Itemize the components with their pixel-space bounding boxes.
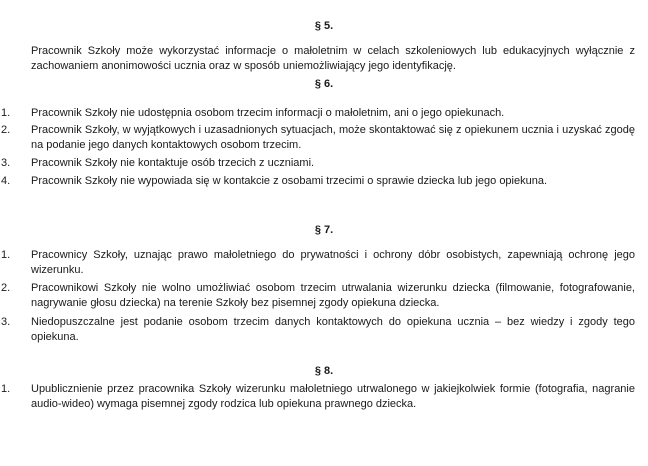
item-text: Pracownicy Szkoły, uznając prawo małoletniego do prywatności i ochrony dóbr osobistych, zapewniają ochronę jego wizerunku. <box>31 249 635 276</box>
item-text: Pracownik Szkoły, w wyjątkowych i uzasadnionych sytuacjach, może skontaktować się z opiekunem ucznia i uzyskać zgodę na podanie jego danych kontaktowych osobom trzecim. <box>31 124 635 151</box>
item-number: 2. <box>1 124 11 136</box>
item-number: 2. <box>1 282 11 294</box>
section-7-heading: § 7. <box>314 224 334 236</box>
item-text: Pracownik Szkoły nie wypowiada się w kontakcie z osobami trzecimi o sprawie dziecka lub jego opiekuna. <box>31 175 548 187</box>
section-8-heading: § 8. <box>314 365 334 377</box>
item-number: 1. <box>1 383 11 395</box>
item-text: Pracownik Szkoły nie udostępnia osobom trzecim informacji o małoletnim, ani o jego opiekunach. <box>31 107 505 119</box>
item-number: 4. <box>1 175 11 187</box>
item-text: Niedopuszczalne jest podanie osobom trzecim danych kontaktowych do opiekuna ucznia – bez wiedzy i zgody tego opiekuna. <box>31 316 635 343</box>
section-6-heading: § 6. <box>314 78 334 90</box>
item-text: Upublicznienie przez pracownika Szkoły wizerunku małoletniego utrwalonego w jakiejkolwiek formie (fotografia, nagranie audio-wideo) wymaga pisemnej zgody rodzica lub opiekuna prawnego dziecka. <box>31 383 635 410</box>
item-number: 3. <box>1 157 11 169</box>
item-text: Pracownik Szkoły nie kontaktuje osób trzecich z uczniami. <box>31 157 315 169</box>
item-text: Pracownikowi Szkoły nie wolno umożliwiać osobom trzecim utrwalania wizerunku dziecka (filmowanie, fotografowanie, nagrywanie głosu dziecka) na terenie Szkoły bez pisemnej zgody opiekuna dziecka. <box>31 282 635 309</box>
section-5-paragraph: Pracownik Szkoły może wykorzystać informacje o małoletnim w celach szkoleniowych lub edukacyjnych wyłącznie z zachowaniem anonimowości ucznia oraz w sposób uniemożliwiający jego identyfikację. <box>31 45 635 72</box>
item-number: 3. <box>1 316 11 328</box>
item-number: 1. <box>1 249 11 261</box>
item-number: 1. <box>1 107 11 119</box>
section-5-heading: § 5. <box>314 20 334 32</box>
